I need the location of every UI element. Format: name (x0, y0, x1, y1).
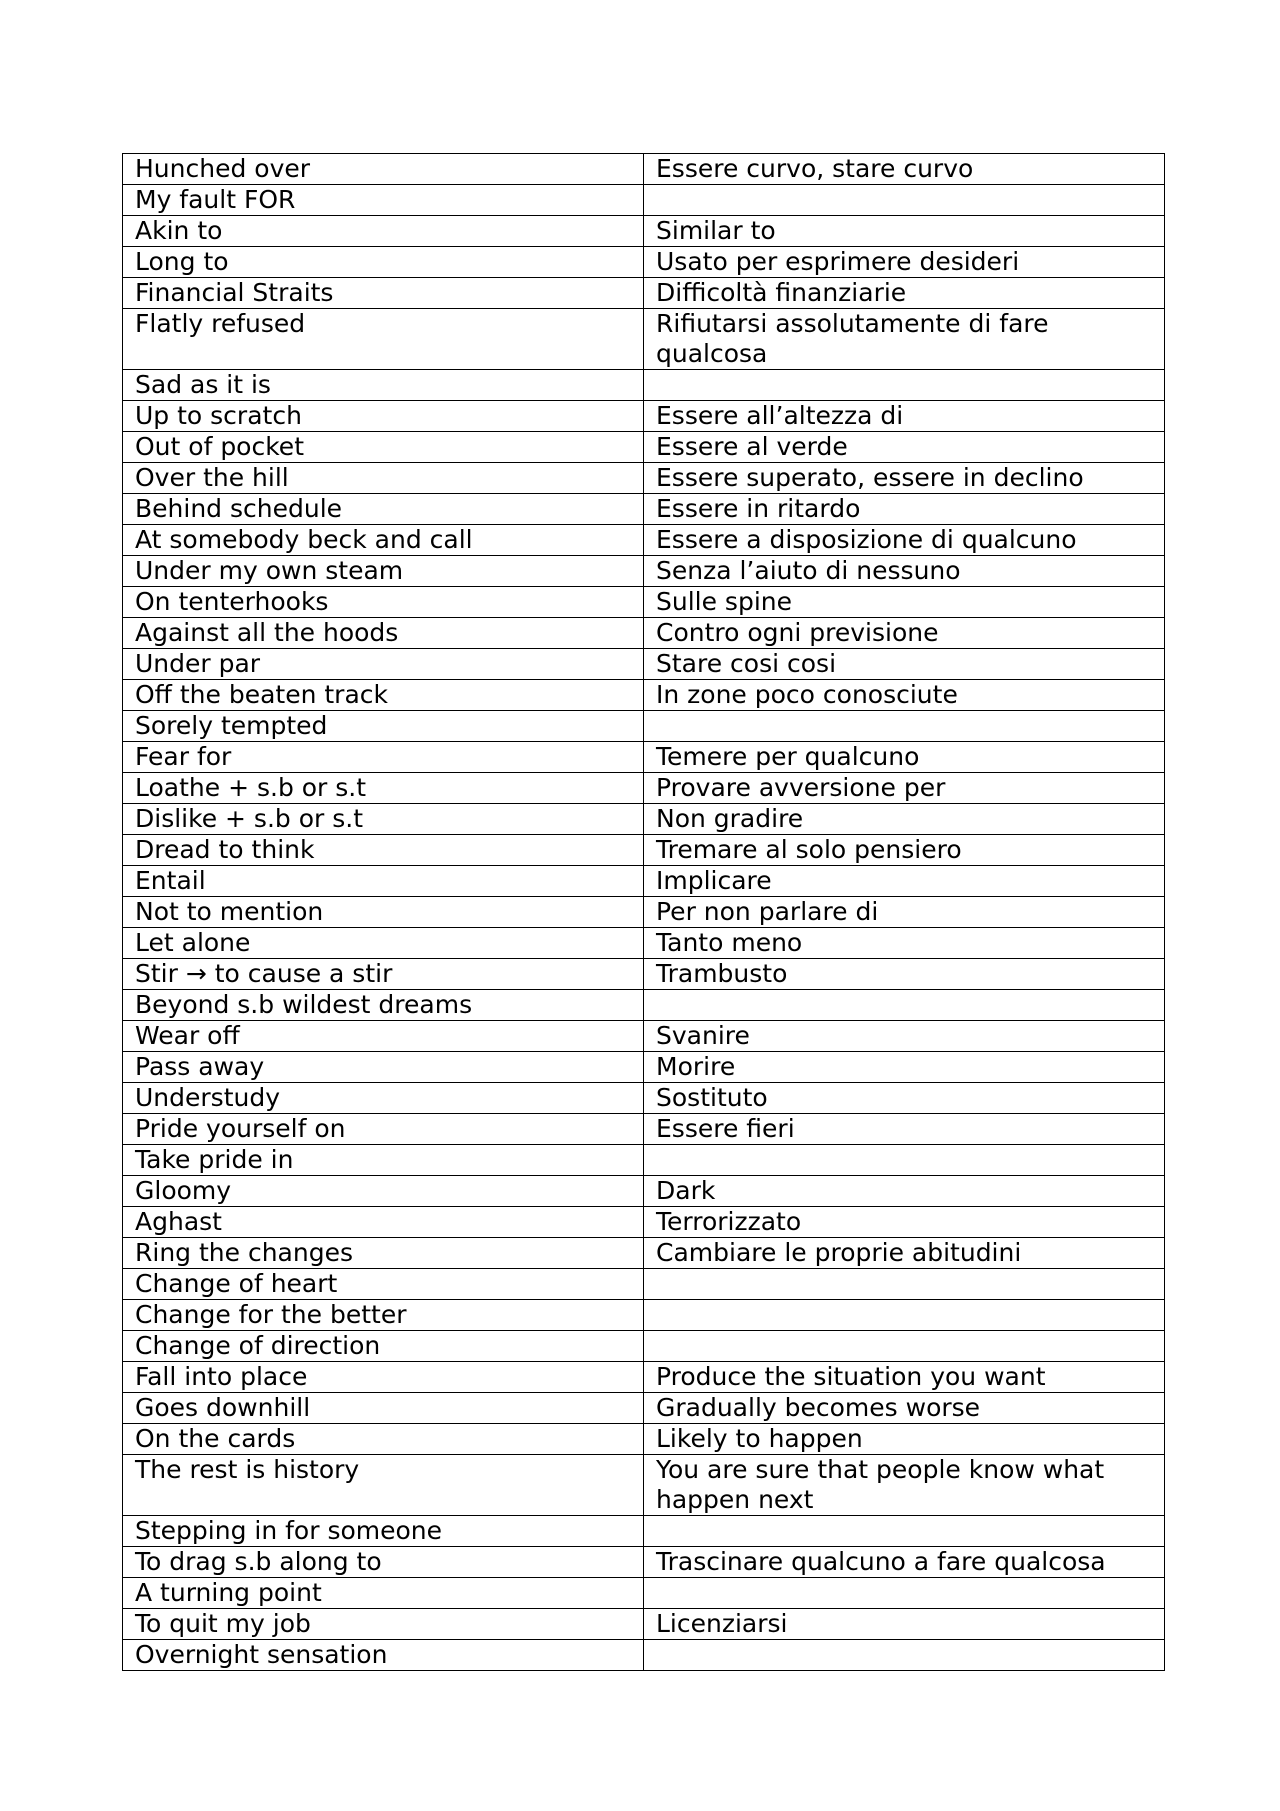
table-row (123, 1114, 1165, 1145)
table-row (123, 1609, 1165, 1640)
table-row (123, 556, 1165, 587)
italian-meaning-cell (644, 185, 1165, 216)
table-row (123, 1021, 1165, 1052)
italian-meaning-cell (644, 1640, 1165, 1671)
english-expression-cell: The rest is history (123, 1455, 644, 1516)
english-expression-cell: To drag s.b along to (123, 1547, 644, 1578)
table-row (123, 278, 1165, 309)
table-row (123, 1331, 1165, 1362)
italian-meaning-cell: Likely to happen (644, 1424, 1165, 1455)
italian-meaning-cell: Essere curvo, stare curvo (644, 154, 1165, 185)
italian-meaning-cell: Morire (644, 1052, 1165, 1083)
italian-meaning-cell: Tanto meno (644, 928, 1165, 959)
italian-meaning-cell: Per non parlare di (644, 897, 1165, 928)
english-expression-cell: Goes downhill (123, 1393, 644, 1424)
english-expression-cell: Dread to think (123, 835, 644, 866)
italian-meaning-cell: Produce the situation you want (644, 1362, 1165, 1393)
english-expression-cell: Change for the better (123, 1300, 644, 1331)
italian-meaning-cell: Essere al verde (644, 432, 1165, 463)
english-expression-cell: Let alone (123, 928, 644, 959)
table-row (123, 711, 1165, 742)
table-row (123, 432, 1165, 463)
italian-meaning-cell: Trambusto (644, 959, 1165, 990)
italian-meaning-cell: Essere all’altezza di (644, 401, 1165, 432)
table-row (123, 463, 1165, 494)
italian-meaning-cell: Trascinare qualcuno a fare qualcosa (644, 1547, 1165, 1578)
table-row (123, 401, 1165, 432)
english-expression-cell: Under my own steam (123, 556, 644, 587)
italian-meaning-cell: Similar to (644, 216, 1165, 247)
english-expression-cell: Ring the changes (123, 1238, 644, 1269)
italian-meaning-cell: Gradually becomes worse (644, 1393, 1165, 1424)
table-row (123, 649, 1165, 680)
table-row (123, 1640, 1165, 1671)
italian-meaning-cell: Temere per qualcuno (644, 742, 1165, 773)
italian-meaning-cell (644, 1516, 1165, 1547)
table-row (123, 1547, 1165, 1578)
table-row (123, 370, 1165, 401)
english-expression-cell: On tenterhooks (123, 587, 644, 618)
italian-meaning-cell (644, 990, 1165, 1021)
english-expression-cell: Pass away (123, 1052, 644, 1083)
italian-meaning-cell (644, 1145, 1165, 1176)
italian-meaning-cell: Stare cosi cosi (644, 649, 1165, 680)
table-row (123, 1176, 1165, 1207)
table-row (123, 804, 1165, 835)
italian-meaning-cell: Terrorizzato (644, 1207, 1165, 1238)
english-expression-cell: Aghast (123, 1207, 644, 1238)
english-expression-cell: Fear for (123, 742, 644, 773)
italian-meaning-cell: Usato per esprimere desideri (644, 247, 1165, 278)
italian-meaning-cell: You are sure that people know what happen next (644, 1455, 1165, 1516)
table-row (123, 247, 1165, 278)
italian-meaning-cell (644, 1269, 1165, 1300)
english-expression-cell: Pride yourself on (123, 1114, 644, 1145)
italian-meaning-cell (644, 711, 1165, 742)
table-row (123, 1083, 1165, 1114)
table-row (123, 680, 1165, 711)
english-expression-cell: Wear off (123, 1021, 644, 1052)
english-expression-cell: Stepping in for someone (123, 1516, 644, 1547)
table-row (123, 1455, 1165, 1516)
table-row (123, 618, 1165, 649)
english-expression-cell: Hunched over (123, 154, 644, 185)
italian-meaning-cell (644, 370, 1165, 401)
italian-meaning-cell (644, 1578, 1165, 1609)
english-expression-cell: Akin to (123, 216, 644, 247)
english-expression-cell: Change of direction (123, 1331, 644, 1362)
english-expression-cell: My fault FOR (123, 185, 644, 216)
english-expression-cell: Dislike + s.b or s.t (123, 804, 644, 835)
english-expression-cell: Sorely tempted (123, 711, 644, 742)
italian-meaning-cell: Rifiutarsi assolutamente di fare qualcosa (644, 309, 1165, 370)
table-row (123, 1238, 1165, 1269)
english-expression-cell: At somebody beck and call (123, 525, 644, 556)
english-expression-cell: Loathe + s.b or s.t (123, 773, 644, 804)
english-expression-cell: Stir → to cause a stir (123, 959, 644, 990)
table-row (123, 1424, 1165, 1455)
italian-meaning-cell: Licenziarsi (644, 1609, 1165, 1640)
table-row (123, 154, 1165, 185)
table-row (123, 1578, 1165, 1609)
italian-meaning-cell: Senza l’aiuto di nessuno (644, 556, 1165, 587)
table-row (123, 773, 1165, 804)
english-expression-cell: Out of pocket (123, 432, 644, 463)
english-expression-cell: Behind schedule (123, 494, 644, 525)
english-expression-cell: A turning point (123, 1578, 644, 1609)
italian-meaning-cell: Non gradire (644, 804, 1165, 835)
table-row (123, 1145, 1165, 1176)
italian-meaning-cell (644, 1300, 1165, 1331)
table-row (123, 866, 1165, 897)
italian-meaning-cell: Contro ogni previsione (644, 618, 1165, 649)
italian-meaning-cell: Dark (644, 1176, 1165, 1207)
table-row (123, 835, 1165, 866)
english-expression-cell: Beyond s.b wildest dreams (123, 990, 644, 1021)
english-expression-cell: Sad as it is (123, 370, 644, 401)
italian-meaning-cell: In zone poco conosciute (644, 680, 1165, 711)
italian-meaning-cell: Tremare al solo pensiero (644, 835, 1165, 866)
table-row (123, 525, 1165, 556)
english-expression-cell: Financial Straits (123, 278, 644, 309)
italian-meaning-cell: Provare avversione per (644, 773, 1165, 804)
italian-meaning-cell: Essere a disposizione di qualcuno (644, 525, 1165, 556)
table-row (123, 1207, 1165, 1238)
english-expression-cell: Not to mention (123, 897, 644, 928)
english-expression-cell: Understudy (123, 1083, 644, 1114)
table-row (123, 587, 1165, 618)
table-row (123, 897, 1165, 928)
table-row (123, 990, 1165, 1021)
italian-meaning-cell: Sostituto (644, 1083, 1165, 1114)
italian-meaning-cell: Implicare (644, 866, 1165, 897)
table-row (123, 742, 1165, 773)
glossary-table (122, 153, 1165, 1671)
english-expression-cell: Off the beaten track (123, 680, 644, 711)
italian-meaning-cell: Difficoltà finanziarie (644, 278, 1165, 309)
italian-meaning-cell: Essere superato, essere in declino (644, 463, 1165, 494)
table-row (123, 959, 1165, 990)
english-expression-cell: To quit my job (123, 1609, 644, 1640)
italian-meaning-cell: Essere in ritardo (644, 494, 1165, 525)
table-row (123, 494, 1165, 525)
english-expression-cell: On the cards (123, 1424, 644, 1455)
table-row (123, 1300, 1165, 1331)
italian-meaning-cell (644, 1331, 1165, 1362)
italian-meaning-cell: Svanire (644, 1021, 1165, 1052)
table-row (123, 216, 1165, 247)
italian-meaning-cell: Essere fieri (644, 1114, 1165, 1145)
table-row (123, 1393, 1165, 1424)
english-expression-cell: Against all the hoods (123, 618, 644, 649)
table-row (123, 1362, 1165, 1393)
english-expression-cell: Entail (123, 866, 644, 897)
english-expression-cell: Flatly refused (123, 309, 644, 370)
italian-meaning-cell: Cambiare le proprie abitudini (644, 1238, 1165, 1269)
english-expression-cell: Up to scratch (123, 401, 644, 432)
english-expression-cell: Fall into place (123, 1362, 644, 1393)
table-row (123, 1052, 1165, 1083)
english-expression-cell: Overnight sensation (123, 1640, 644, 1671)
english-expression-cell: Gloomy (123, 1176, 644, 1207)
table-row (123, 928, 1165, 959)
table-row (123, 1269, 1165, 1300)
table-row (123, 1516, 1165, 1547)
english-expression-cell: Change of heart (123, 1269, 644, 1300)
italian-meaning-cell: Sulle spine (644, 587, 1165, 618)
english-expression-cell: Under par (123, 649, 644, 680)
table-row (123, 309, 1165, 370)
english-expression-cell: Take pride in (123, 1145, 644, 1176)
english-expression-cell: Long to (123, 247, 644, 278)
glossary-body (123, 154, 1165, 1671)
english-expression-cell: Over the hill (123, 463, 644, 494)
table-row (123, 185, 1165, 216)
